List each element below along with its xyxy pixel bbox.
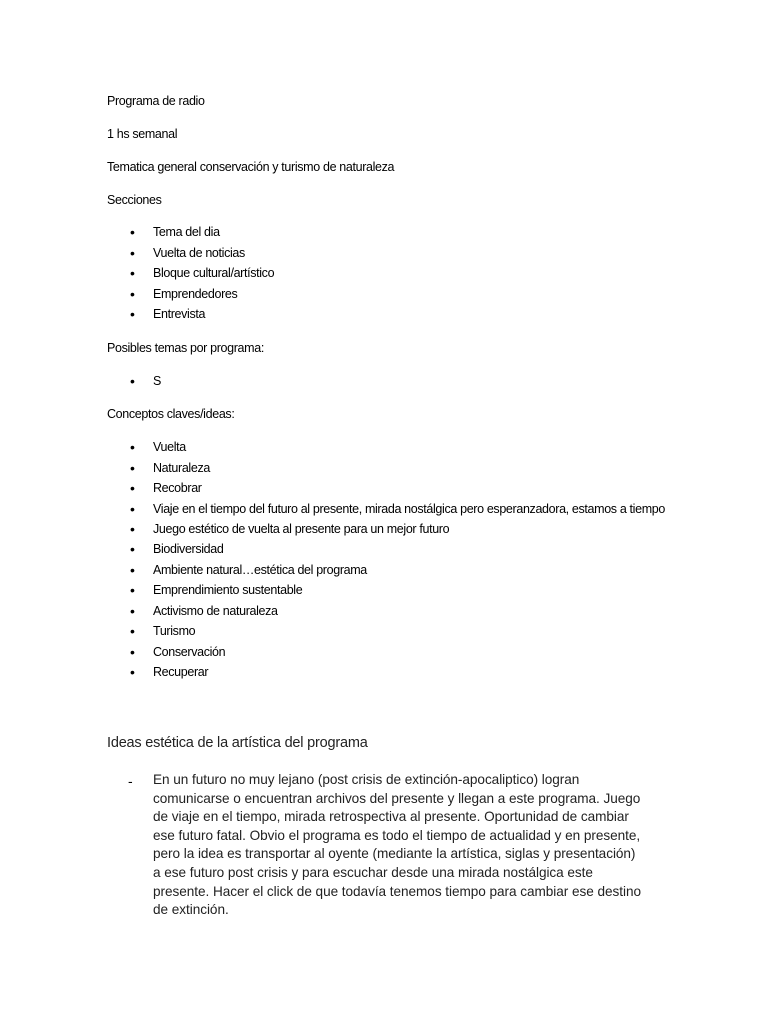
list-item: • Turismo [107, 621, 667, 642]
list-item: • Emprendedores [107, 284, 667, 305]
concepts-heading: Conceptos claves/ideas: [107, 407, 235, 421]
list-item: • S [107, 371, 667, 392]
ideas-paragraph: En un futuro no muy lejano (post crisis de extinción-apocaliptico) logran comunicarse o encuentran archivos del presente y llegan a este programa. Juego de viaje en el tiempo, mirada retrospectiva al presente. Oportunidad de cambiar ese futuro fatal. Obvio el programa es todo el tiempo de actualidad y en presente, pero la idea es transportar al oyente (mediante la artística, siglas y presentación) a ese futuro post crisis y para escuchar desde una mirada nostálgica este presente. Hacer el click de que todavía tenemos tiempo para cambiar ese destino de extinción. [153, 772, 641, 918]
bullet-icon: • [130, 439, 135, 455]
list-item: • Viaje en el tiempo del futuro al presente, mirada nostálgica pero esperanzadora, estamos a tiempo [107, 499, 667, 519]
bullet-icon: • [130, 623, 135, 639]
list-item: • Vuelta [107, 437, 667, 458]
ideas-heading: Ideas estética de la artística del programa [107, 735, 368, 751]
bullet-icon: • [130, 285, 135, 302]
sections-heading: Secciones [107, 193, 162, 207]
list-item: • Ambiente natural…estética del programa [107, 560, 667, 581]
bullet-icon: • [130, 561, 135, 578]
sections-list [107, 222, 667, 325]
concepts-list [107, 437, 667, 683]
bullet-icon: • [130, 244, 135, 261]
bullet-icon: • [130, 602, 135, 619]
topics-list [107, 371, 667, 392]
list-item: • Recobrar [107, 478, 667, 499]
list-item: • Bloque cultural/artístico [107, 263, 667, 284]
bullet-icon: • [130, 541, 135, 557]
list-item: • Emprendimiento sustentable [107, 580, 667, 601]
doc-theme: Tematica general conservación y turismo de naturaleza [107, 160, 395, 174]
list-item: • Recuperar [107, 662, 667, 683]
list-item: • Conservación [107, 642, 667, 663]
topics-heading: Posibles temas por programa: [107, 341, 264, 355]
list-item: • Entrevista [107, 304, 667, 325]
list-item: • Juego estético de vuelta al presente para un mejor futuro [107, 519, 667, 540]
list-item: • Naturaleza [107, 458, 667, 479]
list-item: • Activismo de naturaleza [107, 601, 667, 622]
doc-title: Programa de radio [107, 94, 205, 108]
bullet-icon: • [130, 224, 135, 240]
list-item: • Biodiversidad [107, 539, 667, 560]
bullet-icon: • [130, 459, 135, 476]
dash-marker: - [128, 773, 133, 789]
bullet-icon: • [130, 373, 135, 389]
bullet-icon: • [130, 520, 135, 537]
list-item: • Tema del dia [107, 222, 667, 243]
bullet-icon: • [130, 643, 135, 660]
bullet-icon: • [130, 664, 135, 680]
bullet-icon: • [130, 265, 135, 281]
bullet-icon: • [130, 480, 135, 496]
list-item: • Vuelta de noticias [107, 243, 667, 264]
bullet-icon: • [130, 582, 135, 598]
doc-duration: 1 hs semanal [107, 127, 178, 141]
bullet-icon: • [130, 306, 135, 322]
bullet-icon: • [130, 500, 135, 517]
